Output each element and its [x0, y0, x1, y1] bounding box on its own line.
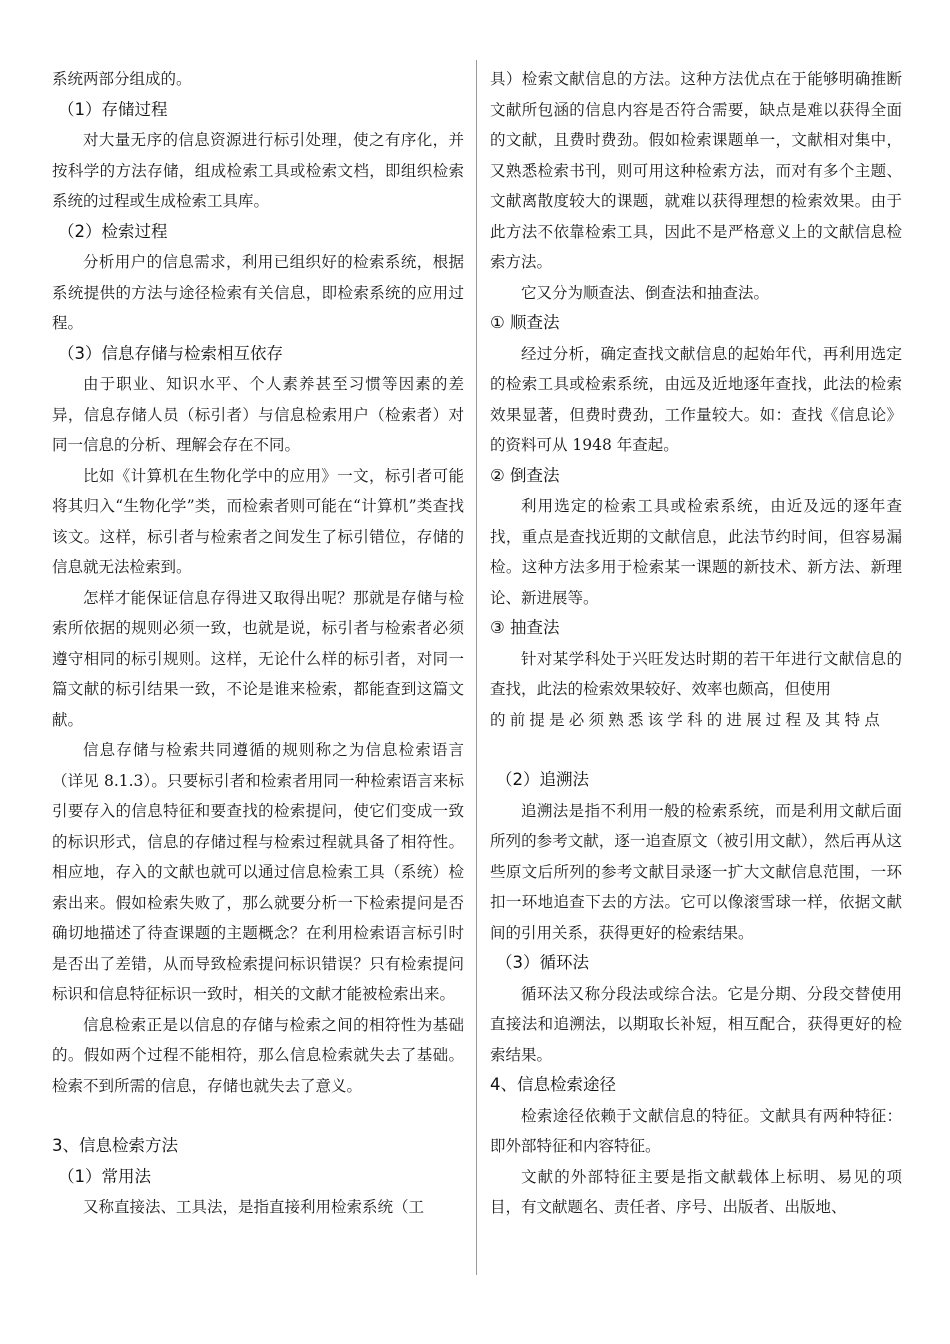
paragraph-forward-search: 经过分析，确定查找文献信息的起始年代，再利用选定的检索工具或检索系统，由远及近地逐年查找，此法的检索效果显著，但费时费劲，工作量较大。如：查找《信息论》的资料可从 1948 年查起。 [490, 344, 902, 454]
paragraph-backward-search: 利用选定的检索工具或检索系统，由近及远的逐年查找，重点是查找近期的文献信息，此法节约时间，但容易漏检。这种方法多用于检索某一课题的新技术、新方法、新理论、新进展等。 [490, 497, 902, 607]
heading-retrieval-process: （2）检索过程 [58, 221, 168, 241]
paragraph-common-method: 又称直接法、工具法，是指直接利用检索系统（工 [83, 1198, 425, 1216]
paragraph-interdependence-5: 信息检索正是以信息的存储与检索之间的相符性为基础的。假如两个过程不能相符，那么信息检索就失去了基础。检索不到所需的信息，存储也就失去了意义。 [52, 1015, 464, 1095]
paragraph-interdependence-1: 由于职业、知识水平、个人素养甚至习惯等因素的差异，信息存储人员（标引者）与信息检索用户（检索者）对同一信息的分析、理解会存在不同。 [52, 375, 464, 454]
paragraph-sampling-search-end: 的前提是必须熟悉该学科的进展过程及其特点 [490, 710, 885, 729]
right-column [490, 64, 902, 1223]
paragraph-retrieval-process: 分析用户的信息需求，利用已组织好的检索系统，根据系统提供的方法与途径检索有关信息，即检索系统的应用过程。 [52, 253, 464, 332]
section-spacer [52, 1101, 464, 1131]
column-divider [476, 60, 477, 1275]
paragraph-trace-method: 追溯法是指不利用一般的检索系统，而是利用文献后面所列的参考文献，逐一追查原文（被引用文献），然后再从这些原文后所列的参考文献目录逐一扩大文献信息范围，一环扣一环地追查下去的方法。它可以像滚雪球一样，依据文献间的引用关系，获得更好的检索结果。 [490, 801, 902, 942]
heading-forward-search: ① 顺查法 [490, 313, 560, 332]
intro-text: 系统两部分组成的。 [52, 70, 192, 88]
heading-backward-search: ② 倒查法 [490, 465, 560, 485]
heading-sampling-search: ③ 抽查法 [490, 618, 560, 637]
paragraph-storage-process: 对大量无序的信息资源进行标引处理，使之有序化，并按科学的方法存储，组成检索工具或检索文档，即组织检索系统的过程或生成检索工具库。 [52, 131, 464, 210]
heading-common-method: （1）常用法 [58, 1166, 151, 1186]
paragraph-method-subtypes: 它又分为顺查法、倒查法和抽查法。 [521, 283, 770, 302]
paragraph-interdependence-2: 比如《计算机在生物化学中的应用》一文，标引者可能将其归入“生物化学”类，而检索者则可能在“计算机”类查找该文。这样，标引者与检索者之间发生了标引错位，存储的信息就无法检索到。 [52, 466, 464, 576]
heading-storage-process: （1）存储过程 [58, 99, 168, 119]
paragraph-interdependence-4: 信息存储与检索共同遵循的规则称之为信息检索语言（详见 8.1.3）。只要标引者和检索者用同一种检索语言来标引要存入的信息特征和要查找的检索提问，使它们变成一致的标识形式，信息的存储过程与检索过程就具备了相符性。相应地，存入的文献也就可以通过信息检索工具（系统）检索出来。假如检索失败了，那么就要分析一下检索提问是否确切地描述了待查课题的主题概念？在利用检索语言标引时是否出了差错，从而导致检索提问标识错误？只有检索提问标识和信息特征标识一致时，相关的文献才能被检索出来。 [52, 741, 464, 1003]
heading-interdependence: （3）信息存储与检索相互依存 [58, 343, 283, 363]
paragraph-retrieval-paths-2: 文献的外部特征主要是指文献载体上标明、易见的项目，有文献题名、责任者、序号、出版者、出版地、 [490, 1167, 902, 1216]
paragraph-common-method-continued: 具）检索文献信息的方法。这种方法优点在于能够明确推断文献所包涵的信息内容是否符合需要，缺点是难以获得全面的文献，且费时费劲。假如检索课题单一，文献相对集中，又熟悉检索书刊，则可用这种检索方法，而对有多个主题、文献离散度较大的课题，就难以获得理想的检索效果。由于此方法不依靠检索工具，因此不是严格意义上的文献信息检索方法。 [490, 70, 902, 271]
left-column [52, 64, 464, 1223]
paragraph-sampling-search: 针对某学科处于兴旺发达时期的若干年进行文献信息的查找，此法的检索效果较好、效率也颇高，但使用 [490, 649, 902, 698]
section-spacer [490, 735, 902, 765]
heading-retrieval-paths: 4、信息检索途径 [490, 1075, 616, 1094]
heading-retrieval-methods: 3、信息检索方法 [52, 1136, 178, 1155]
heading-trace-method: （2）追溯法 [496, 770, 589, 789]
paragraph-cycle-method: 循环法又称分段法或综合法。它是分期、分段交替使用直接法和追溯法，以期取长补短，相互配合，获得更好的检索结果。 [490, 984, 902, 1064]
paragraph-interdependence-3: 怎样才能保证信息存得进又取得出呢？那就是存储与检索所依据的规则必须一致，也就是说，标引者与检索者必须遵守相同的标引规则。这样，无论什么样的标引者，对同一篇文献的标引结果一致，不论是谁来检索，都能查到这篇文献。 [52, 588, 464, 729]
heading-cycle-method: （3）循环法 [496, 953, 589, 972]
paragraph-retrieval-paths-1: 检索途径依赖于文献信息的特征。文献具有两种特征：即外部特征和内容特征。 [490, 1106, 902, 1155]
